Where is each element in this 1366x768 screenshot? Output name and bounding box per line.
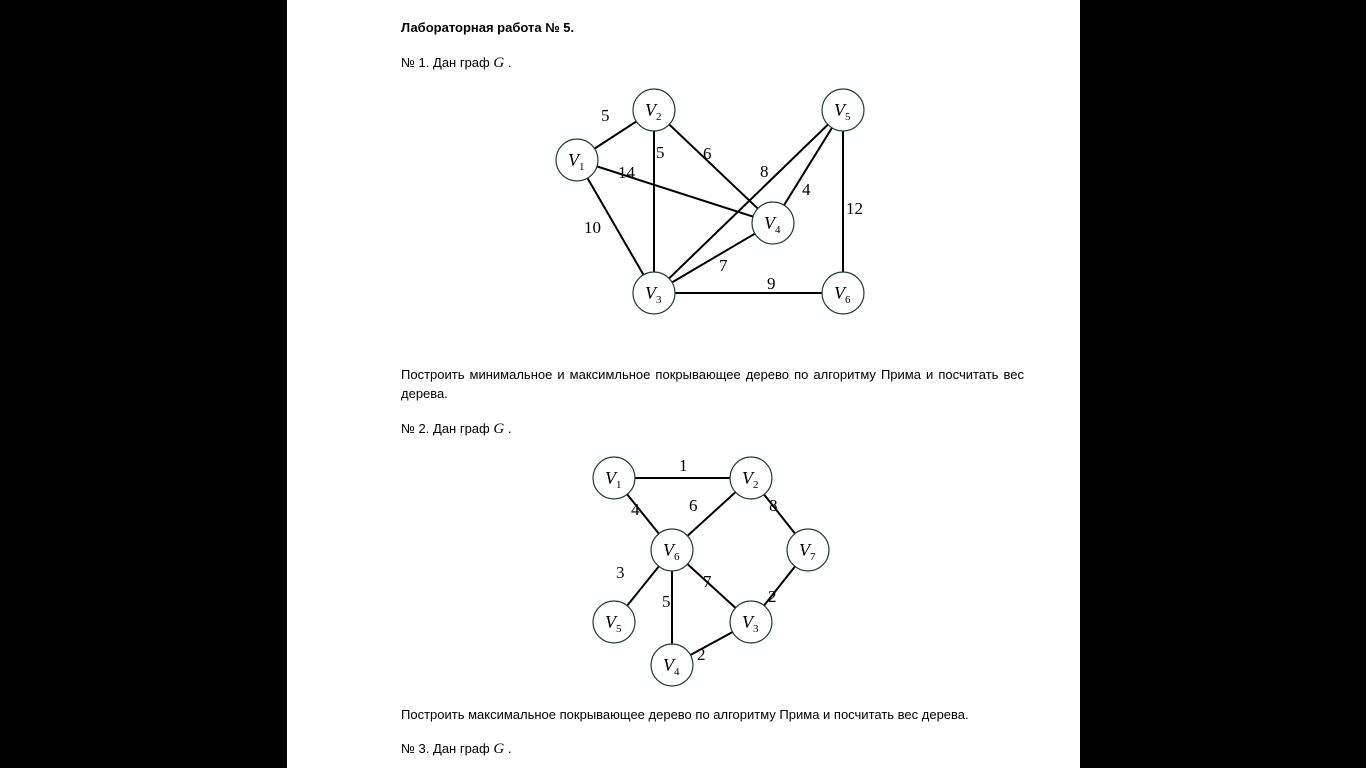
weight-v1-v3: 10 — [584, 218, 601, 237]
weight-v3-v6: 9 — [767, 274, 776, 293]
vertex-v5-letter: V — [834, 100, 845, 120]
weight-v4-v5: 4 — [802, 180, 811, 199]
vertex-v4 — [651, 644, 693, 686]
weight-v2-v6: 6 — [689, 496, 698, 515]
weight-v6-v5: 3 — [616, 563, 625, 582]
vertex-v2 — [633, 89, 675, 131]
task1-graph — [537, 83, 877, 323]
weight-v3-v4: 7 — [719, 256, 728, 275]
vertex-v6 — [651, 529, 693, 571]
task3-heading — [401, 739, 511, 759]
task3-label: № 3. Дан граф — [401, 741, 494, 756]
vertex-v6-letter: V — [663, 540, 674, 560]
edge-v1-v4 — [577, 160, 773, 223]
vertex-v1-letter: V — [605, 468, 616, 488]
weight-v1-v2: 5 — [601, 106, 610, 125]
task1-label: № 1. Дан граф — [401, 55, 494, 70]
vertex-v5-index: 5 — [616, 623, 622, 635]
weight-v1-v6: 4 — [631, 500, 640, 519]
vertex-v3 — [730, 601, 772, 643]
vertex-v7-letter: V — [799, 540, 810, 560]
vertex-v4-letter: V — [663, 655, 674, 675]
task1-label-suffix: . — [504, 55, 512, 70]
weight-v3-v4: 2 — [697, 645, 706, 664]
vertex-v5-index: 5 — [845, 111, 851, 123]
weight-v6-v4: 5 — [662, 592, 671, 611]
weight-v5-v6: 12 — [846, 199, 863, 218]
edge-v2-v4 — [654, 110, 773, 223]
task2-label-suffix: . — [504, 421, 512, 436]
vertex-v2-letter: V — [742, 468, 753, 488]
task1-heading — [401, 53, 511, 73]
vertex-v3-index: 3 — [656, 294, 662, 306]
task2-label: № 2. Дан граф — [401, 421, 494, 436]
vertex-v3 — [633, 272, 675, 314]
task1-graph-symbol: G — [493, 55, 505, 71]
vertex-v4 — [752, 202, 794, 244]
weight-v7-v3: 2 — [768, 587, 777, 606]
vertex-v2-index: 2 — [656, 111, 662, 123]
vertex-v3-letter: V — [645, 283, 656, 303]
weight-v6-v3: 7 — [703, 572, 712, 591]
vertex-v4-index: 4 — [674, 666, 680, 678]
vertex-v1 — [556, 139, 598, 181]
page-title: Лабораторная работа № 5. — [401, 20, 575, 35]
weight-v3-v5: 8 — [760, 162, 769, 181]
weight-v1-v2: 1 — [679, 456, 688, 475]
vertex-v2 — [730, 457, 772, 499]
vertex-v4-letter: V — [764, 213, 775, 233]
vertex-v1-letter: V — [568, 150, 579, 170]
weight-v2-v4: 6 — [703, 144, 712, 163]
vertex-v6 — [822, 272, 864, 314]
vertex-v7-index: 7 — [810, 551, 816, 563]
task2-graph-symbol: G — [493, 421, 505, 437]
vertex-v2-index: 2 — [753, 479, 759, 491]
vertex-v6-letter: V — [834, 283, 845, 303]
vertex-v3-index: 3 — [753, 623, 759, 635]
vertex-v1-index: 1 — [579, 161, 585, 173]
task1-instruction: Построить минимальное и максимльное покрывающее дерево по алгоритму Прима и посчитать вес дерева. — [401, 367, 1024, 401]
vertex-v5 — [593, 601, 635, 643]
task2-heading — [401, 419, 511, 439]
vertex-v2-letter: V — [645, 100, 656, 120]
task1-edges — [577, 110, 843, 293]
task1-edge-weights — [584, 106, 863, 293]
vertex-v6-index: 6 — [845, 294, 851, 306]
vertex-v6-index: 6 — [674, 551, 680, 563]
vertex-v1 — [593, 457, 635, 499]
vertex-v5-letter: V — [605, 612, 616, 632]
document-page — [287, 0, 1080, 768]
vertex-v1-index: 1 — [616, 479, 622, 491]
weight-v2-v3: 5 — [656, 143, 665, 162]
vertex-v4-index: 4 — [775, 224, 781, 236]
task3-graph-symbol: G — [493, 741, 505, 757]
weight-v1-v4: 14 — [618, 163, 635, 182]
task2-graph — [577, 450, 847, 695]
vertex-v3-letter: V — [742, 612, 753, 632]
task2-instruction: Построить максимальное покрывающее дерево по алгоритму Прима и посчитать вес дерева. — [401, 707, 969, 722]
vertex-v7 — [787, 529, 829, 571]
weight-v2-v7: 8 — [769, 496, 778, 515]
vertex-v5 — [822, 89, 864, 131]
task3-label-suffix: . — [504, 741, 512, 756]
